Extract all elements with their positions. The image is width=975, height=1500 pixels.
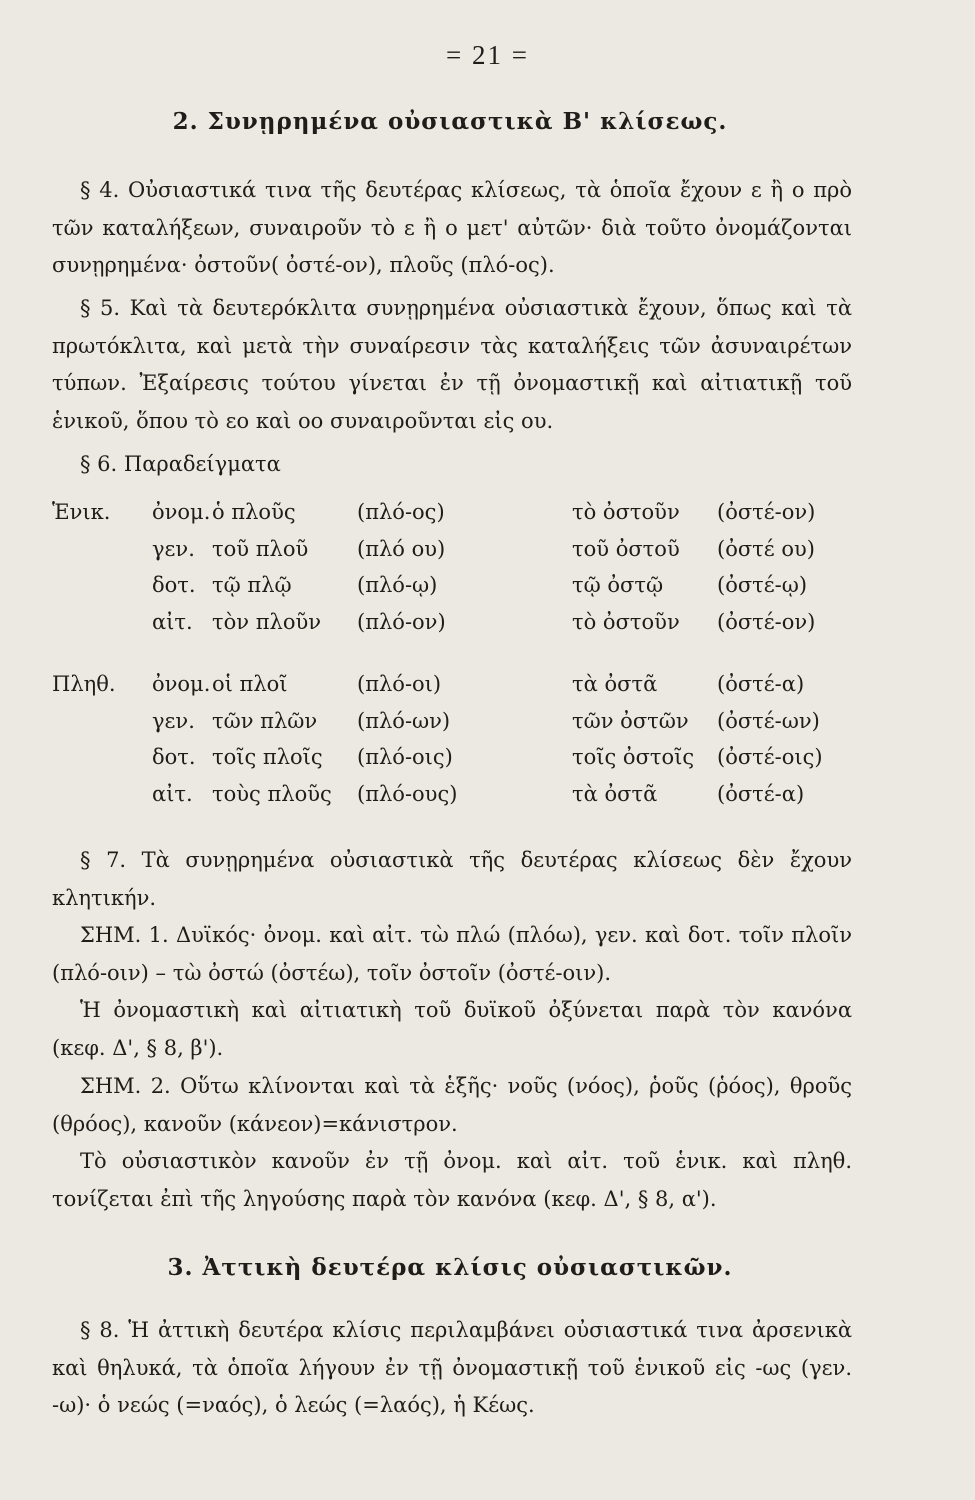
table-row	[52, 739, 852, 776]
neuter-uncontracted: (ὀστέ-ων)	[717, 708, 820, 733]
number-label: Ἑνικ.	[52, 500, 111, 524]
table-row	[52, 531, 852, 568]
neuter-uncontracted: (ὀστέ ου)	[717, 536, 815, 561]
paragraph-7	[52, 842, 852, 917]
paragraph-5-text: § 5. Καὶ τὰ δευτερόκλιτα συνῃρημένα οὐσιαστικὰ ἔχουν, ὅπως καὶ τὰ πρωτόκλιτα, καὶ μετὰ τὴν συναίρεσιν τὰς καταλήξεις τῶν ἀσυναιρέτων τύπων. Ἐξαίρεσις τούτου γίνεται ἐν τῇ ὀνομαστικῇ καὶ αἰτιατικῇ τοῦ ἑνικοῦ, ὅπου τὸ εο καὶ οο συναιροῦνται εἰς ου.	[52, 296, 852, 433]
case-label: δοτ.	[152, 745, 196, 769]
masculine-uncontracted: (πλό-ων)	[357, 708, 451, 733]
note-1	[52, 917, 852, 1067]
paragraph-6	[52, 446, 852, 484]
masculine-form: ὁ πλοῦς	[212, 500, 296, 524]
masculine-form: τοὺς πλοῦς	[212, 781, 332, 806]
table-row	[52, 703, 852, 740]
paragraph-8-text: § 8. Ἡ ἀττικὴ δευτέρα κλίσις περιλαμβάνει οὐσιαστικά τινα ἀρσενικὰ καὶ θηλυκά, τὰ ὁποῖα λήγουν ἐν τῇ ὀνομαστικῇ τοῦ ἑνικοῦ εἰς -ως (γεν. -ω)· ὁ νεώς (=ναός), ὁ λεώς (=λαός), ἡ Κέως.	[52, 1318, 852, 1417]
neuter-uncontracted: (ὀστέ-α)	[717, 781, 805, 806]
note-1-accent-text: Ἡ ὀνομαστικὴ καὶ αἰτιατικὴ τοῦ δυϊκοῦ ὀξύνεται παρὰ τὸν κανόνα (κεφ. Δ', § 8, β').	[52, 998, 852, 1060]
neuter-form: τὸ ὀστοῦν	[572, 500, 680, 524]
page-number: = 21 =	[446, 40, 529, 70]
case-label: δοτ.	[152, 573, 196, 597]
neuter-uncontracted: (ὀστέ-α)	[717, 672, 805, 696]
masculine-form: τῷ πλῷ	[212, 573, 292, 597]
paragraph-4-text: § 4. Οὐσιαστικά τινα τῆς δευτέρας κλίσεως, τὰ ὁποῖα ἔχουν ε ἢ ο πρὸ τῶν καταλήξεων, συναιροῦν τὸ ε ἢ ο μετ' αὐτῶν· διὰ τοῦτο ὀνομάζονται συνῃρημένα· ὀστοῦν( ὀστέ-ον), πλοῦς (πλό-ος).	[52, 178, 852, 277]
neuter-form: τὰ ὀστᾶ	[572, 672, 658, 696]
case-label: αἰτ.	[152, 781, 193, 806]
masculine-uncontracted: (πλό-ους)	[357, 781, 458, 806]
table-row	[52, 494, 852, 531]
masculine-uncontracted: (πλό-ῳ)	[357, 573, 438, 597]
neuter-form: τὸ ὀστοῦν	[572, 609, 680, 634]
masculine-form: τοῖς πλοῖς	[212, 745, 323, 769]
masculine-uncontracted: (πλό-οις)	[357, 745, 453, 769]
paragraph-5	[52, 290, 852, 440]
declension-table-plural	[52, 666, 852, 812]
note-2-accent-text: Τὸ οὐσιαστικὸν κανοῦν ἐν τῇ ὀνομ. καὶ αἰτ. τοῦ ἑνικ. καὶ πληθ. τονίζεται ἐπὶ τῆς ληγούσης παρὰ τὸν κανόνα (κεφ. Δ', § 8, α').	[52, 1149, 852, 1211]
number-label: Πληθ.	[52, 672, 116, 696]
paragraph-8	[52, 1312, 852, 1425]
neuter-uncontracted: (ὀστέ-ον)	[717, 609, 816, 634]
case-label: αἰτ.	[152, 609, 193, 634]
masculine-form: τοῦ πλοῦ	[212, 536, 309, 561]
paragraph-4	[52, 172, 852, 285]
masculine-uncontracted: (πλό-οι)	[357, 672, 442, 696]
case-label: γεν.	[152, 536, 195, 561]
note-2-text: ΣΗΜ. 2. Οὕτω κλίνονται καὶ τὰ ἑξῆς· νοῦς (νόος), ῥοῦς (ῥόος), θροῦς (θρόος), κανοῦν (κάνεον)=κάνιστρον.	[52, 1074, 852, 1136]
masculine-uncontracted: (πλό-ος)	[357, 500, 445, 524]
note-1-text: ΣΗΜ. 1. Δυϊκός· ὀνομ. καὶ αἰτ. τὼ πλώ (πλόω), γεν. καὶ δοτ. τοῖν πλοῖν (πλό-οιν) – τὼ ὀστώ (ὀστέω), τοῖν ὀστοῖν (ὀστέ-οιν).	[52, 923, 852, 985]
paragraph-7-text: § 7. Τὰ συνῃρημένα οὐσιαστικὰ τῆς δευτέρας κλίσεως δὲν ἔχουν κλητικήν.	[52, 848, 852, 910]
section-heading-2: 2. Συνῃρημένα οὐσιαστικὰ Β' κλίσεως.	[172, 108, 728, 135]
masculine-form: τῶν πλῶν	[212, 708, 318, 733]
paragraph-6-text: § 6. Παραδείγματα	[80, 452, 281, 476]
neuter-uncontracted: (ὀστέ-οις)	[717, 745, 823, 769]
neuter-uncontracted: (ὀστέ-ον)	[717, 500, 816, 524]
table-row	[52, 604, 852, 641]
section-heading-3: 3. Ἀττικὴ δευτέρα κλίσις οὐσιαστικῶν.	[167, 1254, 733, 1281]
masculine-form: τὸν πλοῦν	[212, 609, 321, 634]
table-row	[52, 567, 852, 604]
masculine-uncontracted: (πλό ου)	[357, 536, 446, 561]
table-row	[52, 666, 852, 703]
table-row	[52, 776, 852, 813]
neuter-form: τοῖς ὀστοῖς	[572, 745, 695, 769]
neuter-uncontracted: (ὀστέ-ῳ)	[717, 573, 808, 597]
case-label: ὀνομ.	[152, 500, 211, 524]
neuter-form: τῷ ὀστῷ	[572, 573, 664, 597]
declension-table-singular	[52, 494, 852, 640]
neuter-form: τὰ ὀστᾶ	[572, 781, 658, 806]
masculine-uncontracted: (πλό-ον)	[357, 609, 446, 634]
case-label: γεν.	[152, 708, 195, 733]
masculine-form: οἱ πλοῖ	[212, 672, 288, 696]
note-2	[52, 1068, 852, 1218]
neuter-form: τῶν ὀστῶν	[572, 708, 689, 733]
neuter-form: τοῦ ὀστοῦ	[572, 536, 680, 561]
case-label: ὀνομ.	[152, 672, 211, 696]
